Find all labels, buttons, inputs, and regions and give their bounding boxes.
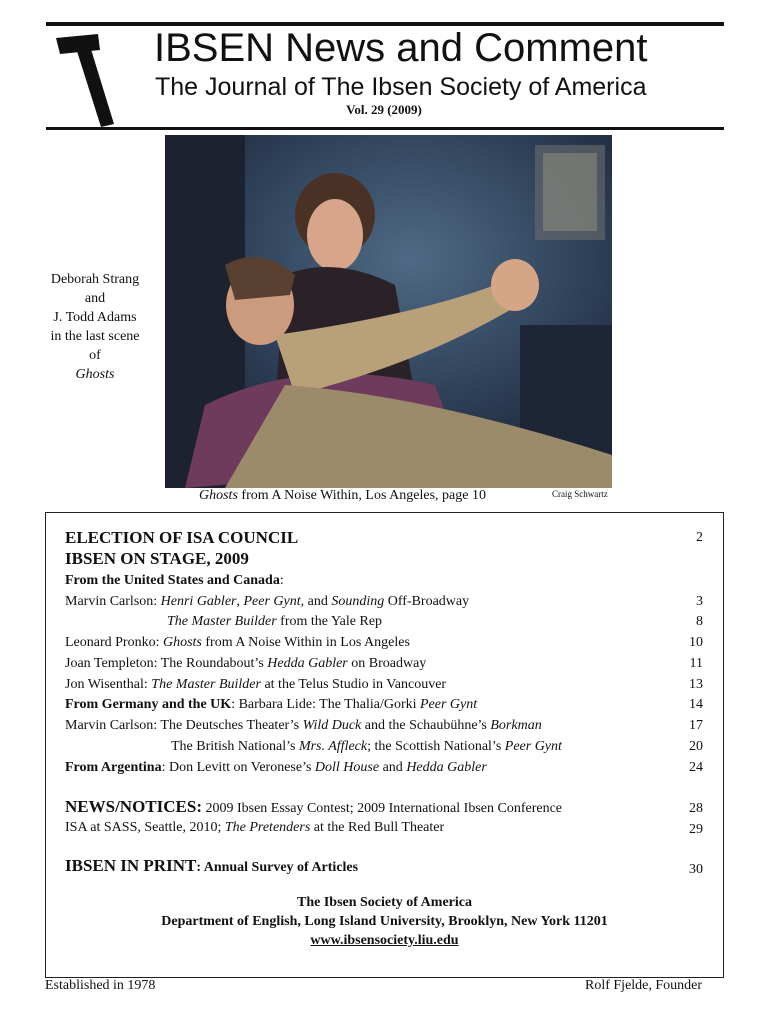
caption-line: and	[84, 291, 106, 306]
toc-section-us	[65, 572, 284, 590]
toc-page: 10	[689, 635, 703, 650]
toc-page: 29	[689, 822, 703, 837]
photo-credit: Craig Schwartz	[552, 489, 608, 499]
toc-page: 11	[689, 656, 703, 671]
toc-page: 24	[689, 760, 703, 775]
toc-print: IBSEN IN PRINT: Annual Survey of Articles	[65, 856, 359, 875]
masthead-bottom-rule	[46, 127, 724, 130]
toc-entry: Jon Wisenthal: The Master Builder at the Telus Studio in Vancouver	[65, 677, 447, 692]
toc-page: 17	[689, 718, 703, 733]
caption-line: Ghosts	[75, 367, 115, 382]
photo-caption	[199, 488, 486, 504]
toc-page: 8	[696, 614, 703, 629]
caption-line: J. Todd Adams	[53, 310, 137, 325]
toc-news: NEWS/NOTICES: 2009 Ibsen Essay Contest; 2009 International Ibsen Conference	[65, 797, 563, 816]
founder-label: Rolf Fjelde, Founder	[585, 978, 703, 993]
toc-election: ELECTION OF ISA COUNCIL	[65, 528, 299, 547]
toc-entry: Marvin Carlson: The Deutsches Theater’s Wild Duck and the Schaubühne’s Borkman	[65, 718, 542, 733]
toc-page: 14	[689, 697, 703, 712]
toc-entry: ISA at SASS, Seattle, 2010; The Pretenders at the Red Bull Theater	[65, 820, 445, 835]
toc-page: 13	[689, 677, 703, 692]
toc-page: 2	[696, 530, 703, 545]
toc-entry: From Argentina: Don Levitt on Veronese’s Doll House and Hedda Gabler	[65, 760, 487, 775]
society-name: The Ibsen Society of America	[297, 895, 472, 910]
photo-side-caption	[44, 270, 146, 384]
established-label: Established in 1978	[45, 978, 156, 993]
society-website-link[interactable]: www.ibsensociety.liu.edu	[310, 933, 459, 948]
society-website-wrap	[46, 933, 723, 949]
journal-subtitle: The Journal of The Ibsen Society of America	[155, 73, 647, 101]
toc-entry: Leonard Pronko: Ghosts from A Noise Within in Los Angeles	[65, 635, 410, 650]
toc-page: 30	[689, 862, 703, 877]
society-address: Department of English, Long Island University, Brooklyn, New York 11201	[161, 914, 608, 929]
toc-page: 3	[696, 594, 703, 609]
section-colon: :	[279, 573, 284, 588]
toc-entry: Marvin Carlson: Henri Gabler, Peer Gynt, and Sounding Off-Broadway	[65, 594, 470, 609]
table-of-contents	[45, 512, 724, 978]
toc-entry: From Germany and the UK: Barbara Lide: The Thalia/Gorki Peer Gynt	[65, 697, 478, 712]
caption-text: from A Noise Within, Los Angeles, page 10	[237, 488, 486, 503]
journal-title: IBSEN News and Comment	[154, 26, 648, 70]
caption-line: Deborah Strang	[50, 272, 140, 287]
toc-on-stage: IBSEN ON STAGE, 2009	[65, 549, 249, 568]
cover-photo	[165, 135, 612, 488]
toc-page: 20	[689, 739, 703, 754]
caption-line: of	[89, 348, 101, 363]
toc-entry: Joan Templeton: The Roundabout’s Hedda Gabler on Broadway	[65, 656, 427, 671]
caption-title: Ghosts	[199, 488, 238, 503]
section-label: From the United States and Canada	[65, 573, 280, 588]
toc-page: 28	[689, 801, 703, 816]
volume-label: Vol. 29 (2009)	[346, 102, 422, 117]
toc-entry: The Master Builder from the Yale Rep	[167, 614, 383, 629]
caption-line: in the last scene	[50, 329, 140, 344]
toc-entry: The British National’s Mrs. Affleck; the Scottish National’s Peer Gynt	[171, 739, 562, 754]
